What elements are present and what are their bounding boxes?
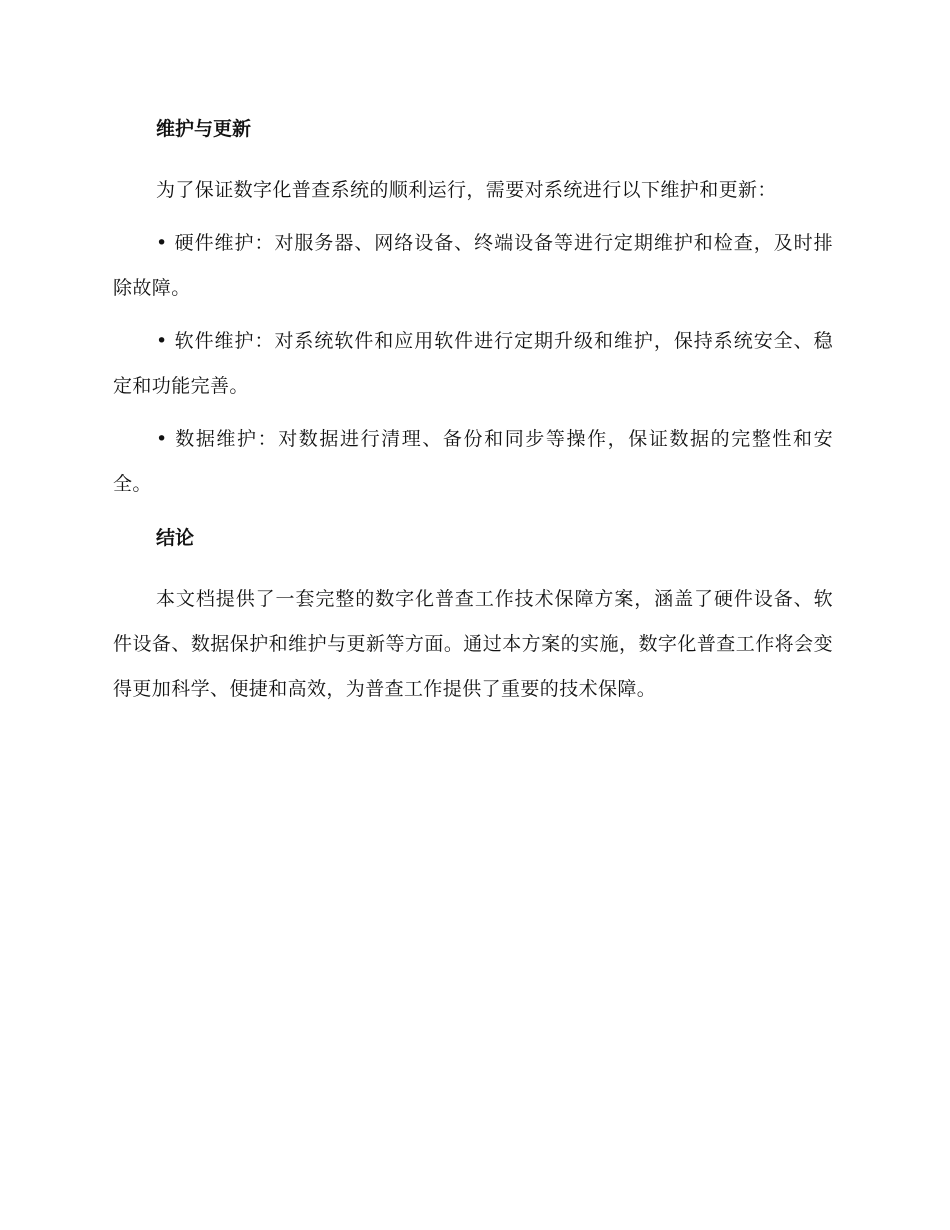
bullet-data-maintenance: • 数据维护：对数据进行清理、备份和同步等操作，保证数据的完整性和安全。 [113, 428, 833, 495]
section-heading-conclusion: 结论 [156, 527, 195, 549]
bullet-software-maintenance: • 软件维护：对系统软件和应用软件进行定期升级和维护，保持系统安全、稳定和功能完善。 [113, 330, 833, 397]
section-heading-maintenance: 维护与更新 [156, 118, 252, 140]
document-body [113, 112, 833, 712]
maintenance-intro: 为了保证数字化普查系统的顺利运行，需要对系统进行以下维护和更新： [156, 179, 777, 201]
conclusion-body: 本文档提供了一套完整的数字化普查工作技术保障方案，涵盖了硬件设备、软件设备、数据保护和维护与更新等方面。通过本方案的实施，数字化普查工作将会变得更加科学、便捷和高效，为普查工作提供了重要的技术保障。 [113, 588, 833, 700]
bullet-hardware-maintenance: • 硬件维护：对服务器、网络设备、终端设备等进行定期维护和检查，及时排除故障。 [113, 232, 833, 299]
